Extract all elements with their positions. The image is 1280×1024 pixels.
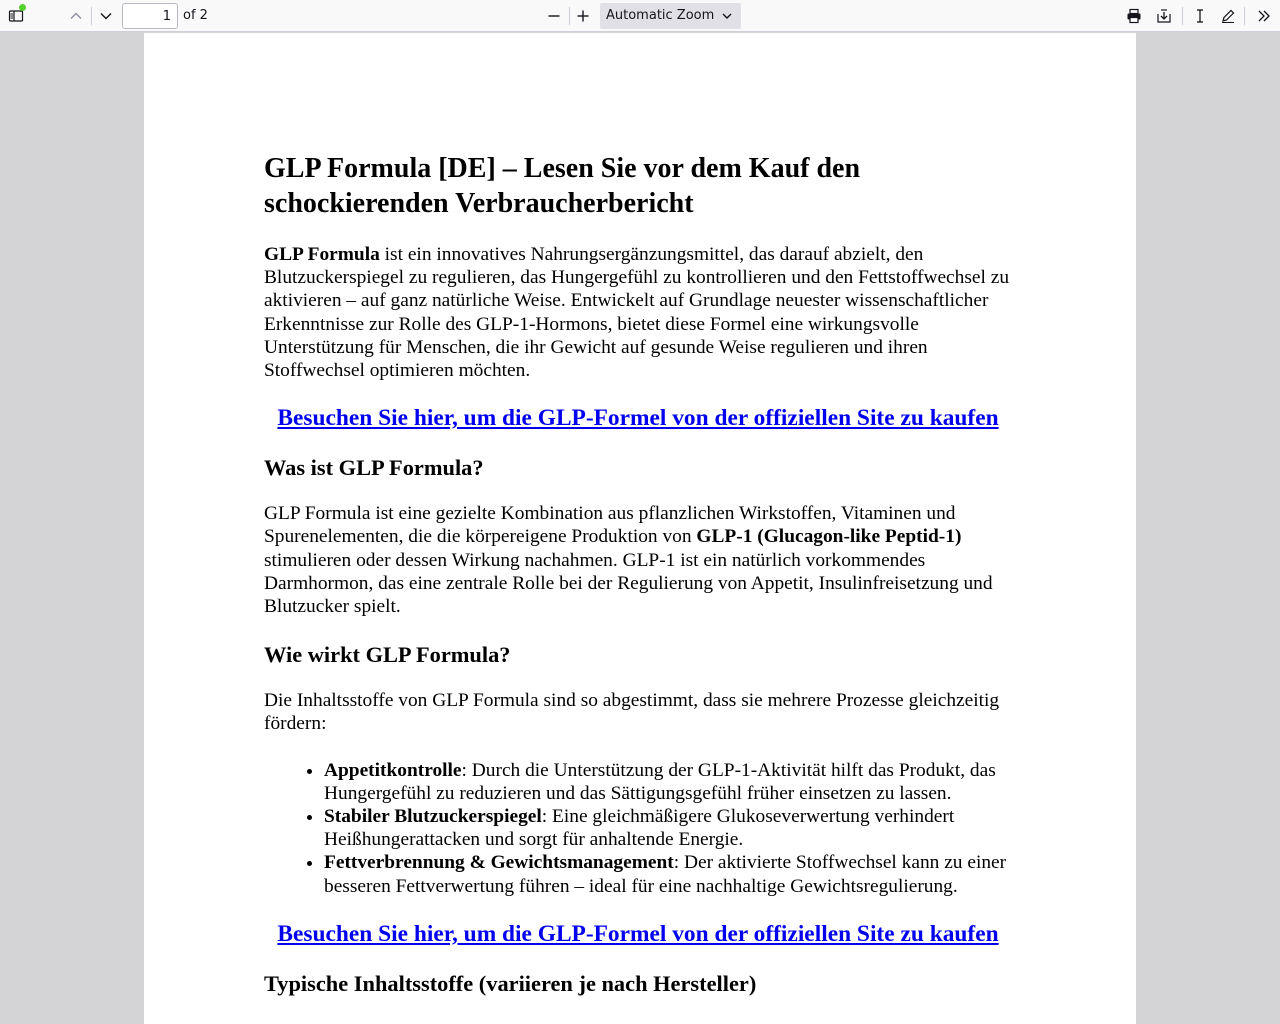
list-item-bold: Appetitkontrolle <box>324 759 462 781</box>
zoom-out-button[interactable] <box>542 4 566 28</box>
chevron-down-icon <box>721 10 733 22</box>
more-tools-button[interactable] <box>1252 4 1276 28</box>
print-icon <box>1126 8 1142 24</box>
text-select-tool-button[interactable] <box>1188 4 1212 28</box>
list-item <box>324 851 1012 897</box>
list-item-text: : Durch die Unterstützung der GLP-1-Aktivität hilft das Produkt, das Hungergefühl zu reduzieren und das Sättigungsgefühl früher einsetzen zu lassen. <box>324 759 996 804</box>
list-item-bold: Fettverbrennung & Gewichtsmanagement <box>324 852 674 874</box>
previous-page-button[interactable] <box>64 4 88 28</box>
intro-bold: GLP Formula <box>264 244 380 265</box>
list-item-text: : Der aktivierte Stoffwechsel kann zu einer besseren Fettverwertung führen – ideal für eine nachhaltige Gewichtsregulierung. <box>324 852 1007 897</box>
toolbar-separator <box>569 7 570 25</box>
buy-link-1[interactable]: Besuchen Sie hier, um die GLP-Formel von der offiziellen Site zu kaufen <box>277 405 999 432</box>
pdf-page <box>144 33 1136 1024</box>
more-tools-icon <box>1256 8 1272 24</box>
section-heading-how: Wie wirkt GLP Formula? <box>264 642 511 668</box>
text-select-icon <box>1192 8 1208 24</box>
list-item-text: : Eine gleichmäßigere Glukoseverwertung verhindert Heißhungerattacken und sorgt für anhaltende Energie. <box>324 806 955 851</box>
zoom-select-value: Automatic Zoom <box>606 8 715 23</box>
section-heading-what: Was ist GLP Formula? <box>264 455 484 481</box>
previous-page-icon <box>68 8 84 24</box>
section-what-paragraph <box>264 502 1012 618</box>
toolbar-separator <box>1182 7 1183 25</box>
pdf-toolbar <box>0 0 1280 32</box>
section-heading-ingredients: Typische Inhaltsstoffe (variieren je nach Hersteller) <box>264 970 757 996</box>
next-page-icon <box>98 8 114 24</box>
page-content <box>264 151 1012 998</box>
toolbar-separator <box>1244 7 1245 25</box>
section-how-paragraph: Die Inhaltsstoffe von GLP Formula sind so abgestimmt, dass sie mehrere Prozesse gleichzeitig fördern: <box>264 690 1000 735</box>
download-button[interactable] <box>1152 4 1176 28</box>
zoom-select[interactable] <box>600 3 741 29</box>
download-icon <box>1156 8 1172 24</box>
zoom-out-icon <box>546 8 562 24</box>
benefits-list <box>264 759 1012 898</box>
zoom-in-icon <box>575 8 591 24</box>
section-what-bold: GLP-1 (Glucagon-like Peptid-1) <box>696 526 962 548</box>
draw-tool-button[interactable] <box>1216 4 1240 28</box>
list-item-bold: Stabiler Blutzuckerspiegel <box>324 806 542 828</box>
toolbar-separator <box>91 7 92 25</box>
draw-icon <box>1220 8 1236 24</box>
section-what-text-a: GLP Formula ist eine gezielte Kombination aus pflanzlichen Wirkstoffen, Vitaminen und Spurenelementen, die die körpereigene Produktion von <box>264 503 956 548</box>
print-button[interactable] <box>1122 4 1146 28</box>
page-number-input[interactable] <box>122 3 178 29</box>
zoom-in-button[interactable] <box>571 4 595 28</box>
section-what-text-b: stimulieren oder dessen Wirkung nachahmen. GLP-1 ist ein natürlich vorkommendes Darmhormon, das eine zentrale Rolle bei der Regulierung von Appetit, Insulinfreisetzung und Blutzucker spielt. <box>264 549 993 618</box>
intro-paragraph <box>264 243 1012 382</box>
list-item <box>324 805 1012 851</box>
buy-link-2[interactable]: Besuchen Sie hier, um die GLP-Formel von der offiziellen Site zu kaufen <box>277 920 999 947</box>
page-count-label: of 2 <box>183 8 208 23</box>
next-page-button[interactable] <box>94 4 118 28</box>
list-item <box>324 759 1012 805</box>
notification-dot-icon <box>19 4 26 11</box>
intro-text: ist ein innovatives Nahrungsergänzungsmittel, das darauf abzielt, den Blutzuckerspiegel zu regulieren, das Hungergefühl zu kontrollieren und den Fettstoffwechsel zu aktivieren – auf ganz natürliche Weise. Entwickelt auf Grundlage neuester wissenschaftlicher Erkenntnisse zur Rolle des GLP-1-Hormons, bietet diese Formel eine wirkungsvolle Unterstützung für Menschen, die ihr Gewicht auf gesunde Weise regulieren und ihren Stoffwechsel optimieren möchten. <box>264 244 1010 382</box>
document-title: GLP Formula [DE] – Lesen Sie vor dem Kauf den schockierenden Verbraucherbericht <box>264 153 861 219</box>
